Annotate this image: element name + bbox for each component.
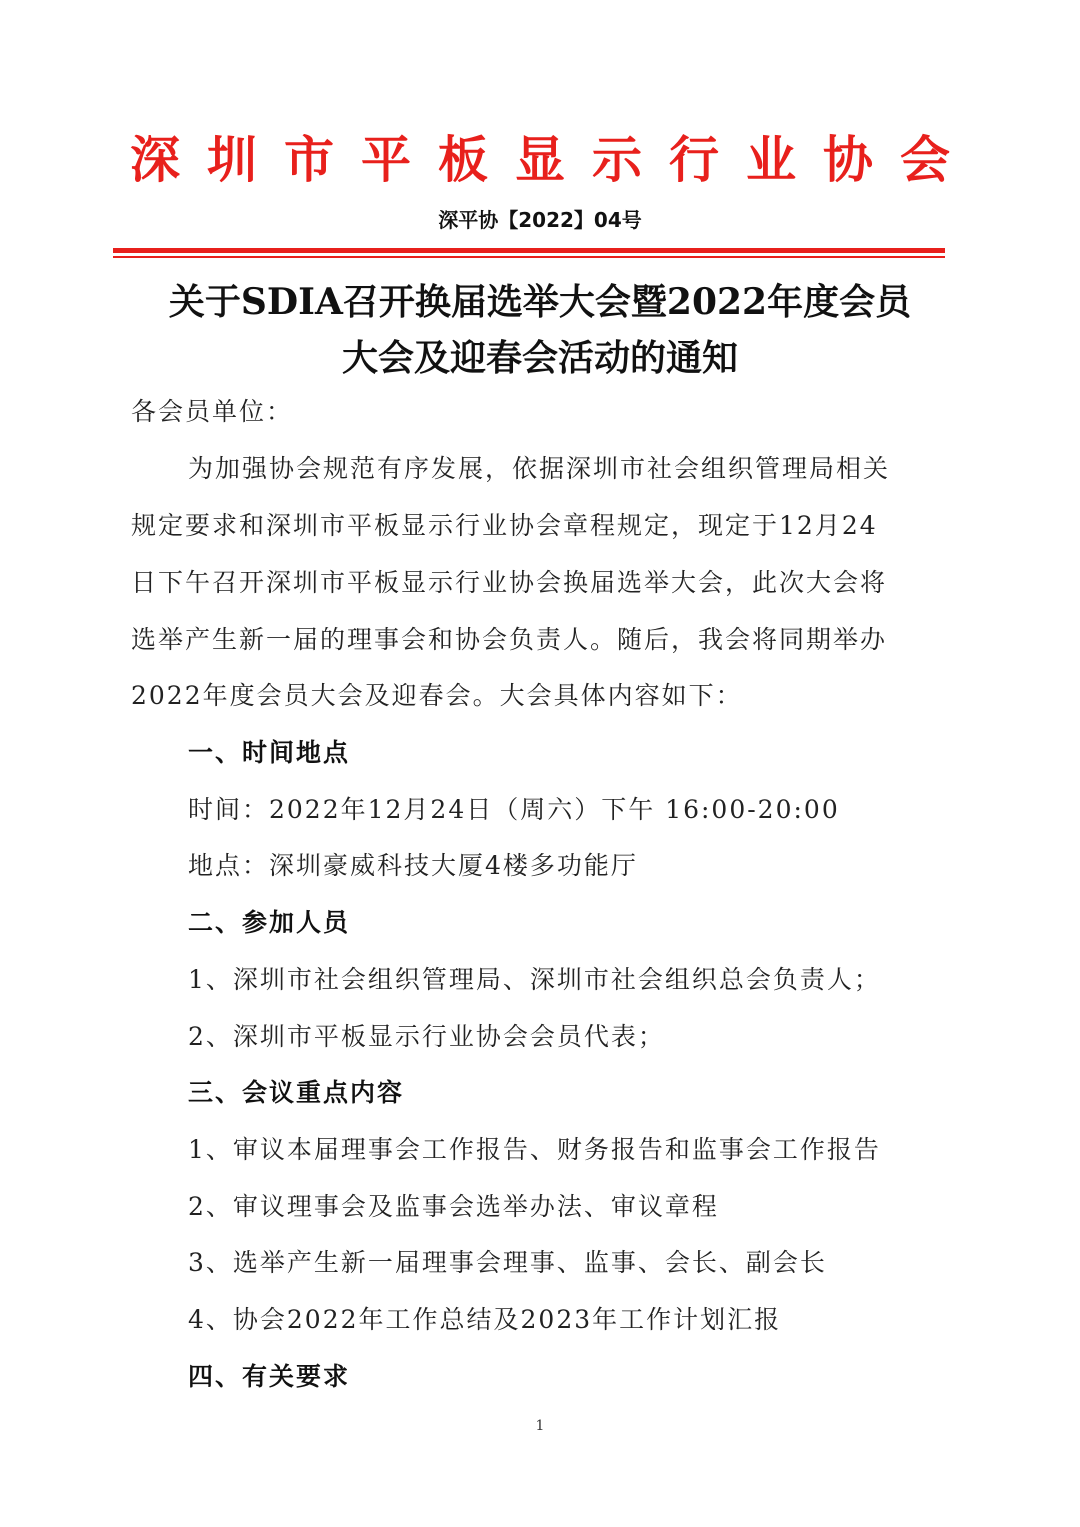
intro-paragraph-line-4: 选举产生新一届的理事会和协会负责人。随后，我会将同期举办: [131, 625, 888, 654]
intro-paragraph-line-5: 2022年度会员大会及迎春会。大会具体内容如下：: [131, 681, 743, 710]
participant-item-2: 2、深圳市平板显示行业协会会员代表；: [188, 1022, 665, 1051]
agenda-item-3: 3、选举产生新一届理事会理事、监事、会长、副会长: [188, 1248, 827, 1277]
intro-paragraph-line-3: 日下午召开深圳市平板显示行业协会换届选举大会，此次大会将: [131, 568, 888, 597]
doc-number: 深平协【2022】04号: [438, 208, 642, 232]
intro-paragraph-line-2: 规定要求和深圳市平板显示行业协会章程规定，现定于12月24: [131, 511, 878, 540]
meeting-place: 地点：深圳豪威科技大厦4楼多功能厅: [188, 851, 638, 880]
section-heading-time-place: 一、时间地点: [188, 738, 351, 767]
agenda-item-2: 2、审议理事会及监事会选举办法、审议章程: [188, 1192, 719, 1221]
letterhead-org-name: 深圳市平板显示行业协会: [130, 131, 977, 189]
agenda-item-4: 4、协会2022年工作总结及2023年工作计划汇报: [188, 1305, 782, 1334]
salutation: 各会员单位：: [131, 397, 294, 426]
section-heading-participants: 二、参加人员: [188, 908, 351, 937]
notice-title-line-1: 关于SDIA召开换届选举大会暨2022年度会员: [168, 281, 912, 323]
agenda-item-1: 1、审议本届理事会工作报告、财务报告和监事会工作报告: [188, 1135, 881, 1164]
section-heading-requirements: 四、有关要求: [188, 1362, 351, 1391]
letterhead-rule-thick: [113, 248, 945, 253]
section-heading-agenda: 三、会议重点内容: [188, 1078, 405, 1107]
notice-title-line-2: 大会及迎春会活动的通知: [341, 337, 738, 379]
participant-item-1: 1、深圳市社会组织管理局、深圳市社会组织总会负责人；: [188, 965, 881, 994]
notice-title: [90, 274, 990, 386]
letterhead-rule-thin: [113, 256, 945, 258]
intro-paragraph-line-1: 为加强协会规范有序发展，依据深圳市社会组织管理局相关: [188, 454, 891, 483]
page-number: 1: [535, 1418, 545, 1434]
meeting-time: 时间：2022年12月24日（周六）下午 16:00-20:00: [188, 795, 840, 824]
